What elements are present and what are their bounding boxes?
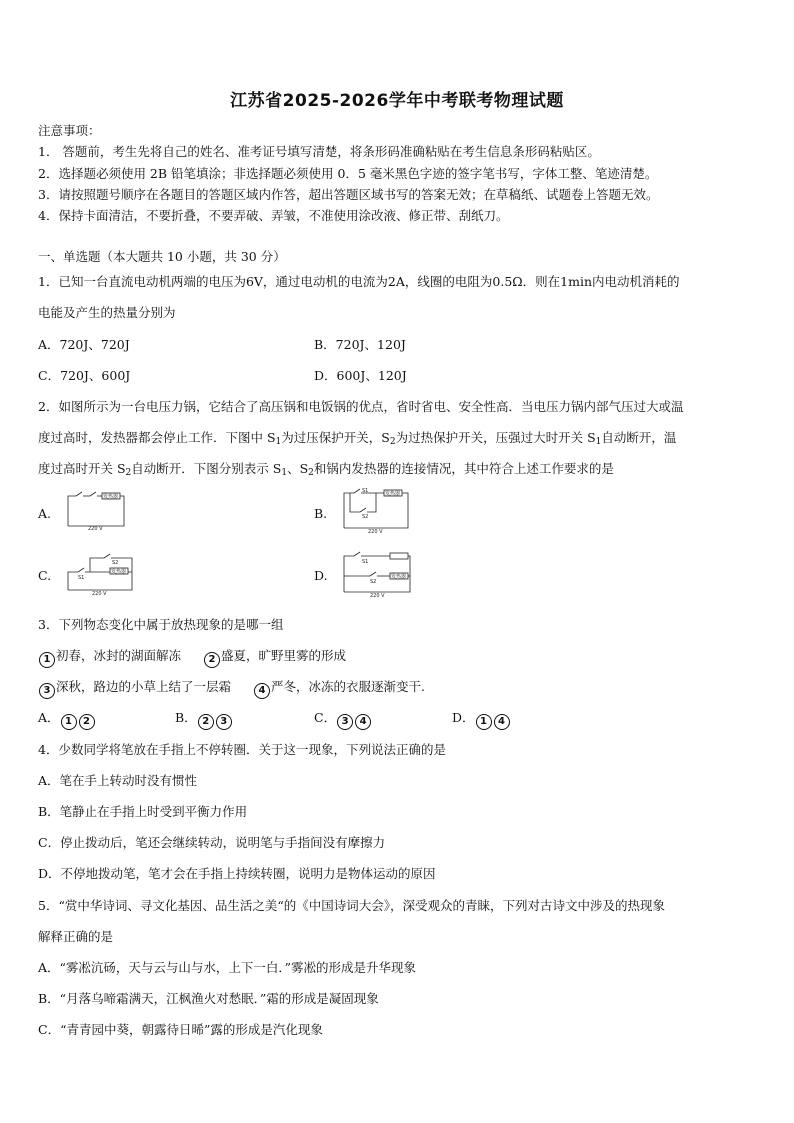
q1-option-a: A．720J、720J <box>38 337 130 352</box>
q5-option-b: B．“月落乌啼霜满天，江枫渔火对愁眠．”霜的形成是凝固现象 <box>38 991 379 1006</box>
s2-label: S2 <box>112 560 119 566</box>
notice-item-4: 4．保持卡面清洁，不要折叠，不要弄破、弄皱，不准使用涂改液、修正带、刮纸刀。 <box>38 208 509 223</box>
heater-label: 发热器 <box>385 491 401 497</box>
s1-label: S1 <box>78 575 85 581</box>
s2-label: S2 <box>362 514 369 520</box>
q3-option-a: A． 1 2 <box>38 708 96 730</box>
q3-option-b: B． 2 3 <box>175 708 233 730</box>
circuit-diagram-d <box>340 550 414 598</box>
circuit-diagram-a <box>62 490 130 534</box>
q2-stem-line2: 度过高时，发热器都会停止工作．下图中 $S_1$为过压保护开关，$S_2$为过热保护开关，压强过大时开关 $S_1$自动断开，温 <box>38 430 677 447</box>
q1-stem-line1: 1．已知一台直流电动机两端的电压为6V，通过电动机的电流为2A，线圈的电阻为0.5Ω．则在1min内电动机消耗的 <box>38 274 680 289</box>
q5-stem-line2: 解释正确的是 <box>38 929 114 944</box>
q1-option-d: D．600J、120J <box>314 368 407 383</box>
circuit-diagram-c <box>64 548 136 596</box>
section-heading: 一、单选题（本大题共 10 小题，共 30 分） <box>38 249 286 264</box>
q1-option-c: C．720J、600J <box>38 368 131 383</box>
q5-option-c: C．“青青园中葵，朝露待日晞”露的形成是汽化现象 <box>38 1022 323 1037</box>
voltage-label: 220 V <box>92 591 107 596</box>
heater-label: 发热器 <box>103 494 119 500</box>
voltage-label: 220 V <box>368 529 383 534</box>
q5-stem-line1: 5．“赏中华诗词、寻文化基因、品生活之美“的《中国诗词大会》，深受观众的青睐，下列对古诗文中涉及的热现象 <box>38 898 665 913</box>
q1-stem-line2: 电能及产生的热量分别为 <box>38 305 176 320</box>
q3-items-row2: 3 深秋，路边的小草上结了一层霜 4 严冬，冰冻的衣服逐渐变干. <box>38 677 425 699</box>
notice-item-1: 1． 答题前，考生先将自己的姓名、准考证号填写清楚，将条形码准确粘贴在考生信息条形码粘贴区。 <box>38 144 600 159</box>
s1-label: S1 <box>362 488 369 494</box>
q2-stem-line1: 2．如图所示为一台电压力锅，它结合了高压锅和电饭锅的优点，省时省电、安全性高．当电压力锅内部气压过大或温 <box>38 399 684 414</box>
s2-label: S2 <box>370 579 377 585</box>
q2-stem-line3: 度过高时开关 $S_2$自动断开．下图分别表示 $S_1$、$S_2$和锅内发热器的连接情况，其中符合上述工作要求的是 <box>38 461 614 478</box>
heater-label: 发热器 <box>111 569 127 575</box>
q2-option-d: D. <box>314 568 328 583</box>
heater-label: 发热器 <box>391 574 407 580</box>
q5-option-a: A．“雾凇沆砀，天与云与山与水，上下一白．”雾凇的形成是升华现象 <box>38 960 417 975</box>
voltage-label: 220 V <box>370 593 385 598</box>
q2-option-c: C. <box>38 568 52 583</box>
circuit-diagram-b <box>340 488 412 534</box>
notice-heading: 注意事项： <box>38 123 101 138</box>
q3-option-c: C． 3 4 <box>314 708 372 730</box>
q3-stem: 3．下列物态变化中属于放热现象的是哪一组 <box>38 617 284 632</box>
voltage-label: 220 V <box>88 526 103 532</box>
q3-option-d: D． 1 4 <box>452 708 511 730</box>
q4-stem: 4．少数同学将笔放在手指上不停转圈．关于这一现象，下列说法正确的是 <box>38 742 446 757</box>
page-title: 江苏省2025-2026学年中考联考物理试题 <box>230 91 564 111</box>
q4-option-a: A．笔在手上转动时没有惯性 <box>38 773 198 788</box>
q1-option-b: B．720J、120J <box>314 337 406 352</box>
notice-item-2: 2．选择题必须使用 2B 铅笔填涂；非选择题必须使用 0．5 毫米黑色字迹的签字笔书写，字体工整、笔迹清楚。 <box>38 166 658 181</box>
s1-label: S1 <box>362 559 369 565</box>
q4-option-b: B．笔静止在手指上时受到平衡力作用 <box>38 804 248 819</box>
q4-option-d: D．不停地拨动笔，笔才会在手指上持续转圈，说明力是物体运动的原因 <box>38 866 436 881</box>
q4-option-c: C．停止拨动后，笔还会继续转动，说明笔与手指间没有摩擦力 <box>38 835 386 850</box>
q3-items-row1: 1 初春，冰封的湖面解冻 2 盛夏，旷野里雾的形成 <box>38 646 346 668</box>
notice-item-3: 3．请按照题号顺序在各题目的答题区域内作答，超出答题区域书写的答案无效；在草稿纸、试题卷上答题无效。 <box>38 187 659 202</box>
q2-option-b: B. <box>314 506 328 521</box>
q2-option-a: A. <box>38 506 52 521</box>
